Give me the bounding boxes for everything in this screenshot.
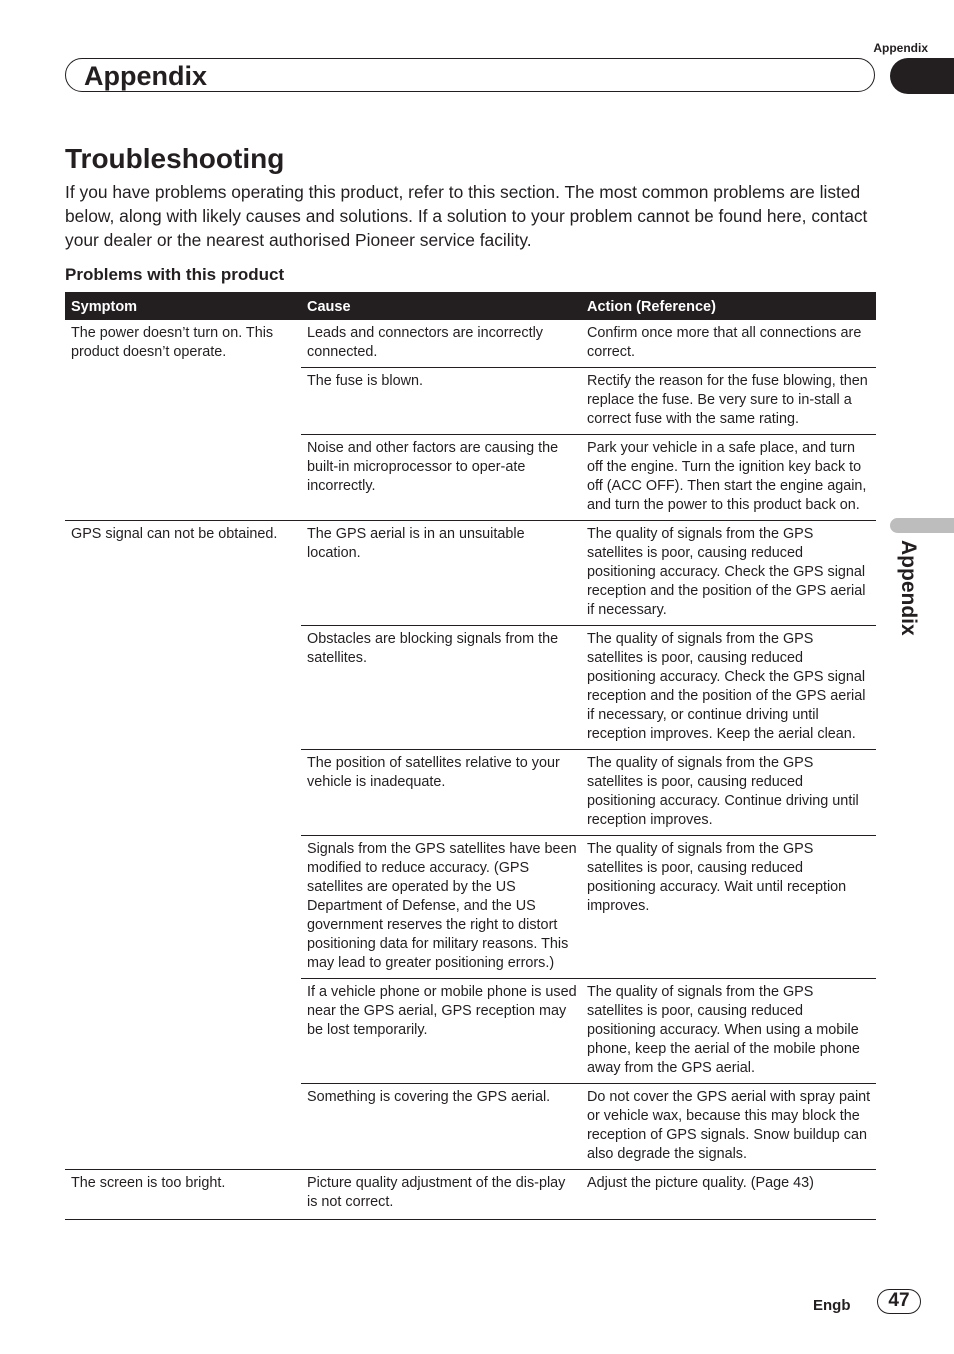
cause-cell: Obstacles are blocking signals from the satellites.	[301, 626, 581, 750]
header-action: Action (Reference)	[581, 292, 876, 320]
action-cell: The quality of signals from the GPS satellites is poor, causing reduced positioning accuracy. Wait until reception improves.	[581, 836, 876, 979]
cause-cell: Something is covering the GPS aerial.	[301, 1084, 581, 1170]
chapter-header	[65, 58, 875, 92]
cause-cell: Signals from the GPS satellites have been modified to reduce accuracy. (GPS satellites are operated by the US Department of Defense, and the US government reserves the right to distort positioning data for military reasons. This may lead to greater positioning errors.)	[301, 836, 581, 979]
cause-cell: The GPS aerial is in an unsuitable location.	[301, 521, 581, 626]
action-cell: Rectify the reason for the fuse blowing, then replace the fuse. Be very sure to in-stall a correct fuse with the same rating.	[581, 368, 876, 435]
chapter-title: Appendix	[84, 61, 208, 91]
symptom-cell: The screen is too bright.	[65, 1170, 301, 1220]
symptom-cell: The power doesn’t turn on. This product doesn’t operate.	[65, 320, 301, 521]
action-cell: Confirm once more that all connections are correct.	[581, 320, 876, 368]
page-number: 47	[877, 1289, 921, 1314]
action-cell: The quality of signals from the GPS satellites is poor, causing reduced positioning accuracy. When using a mobile phone, keep the aerial of the mobile phone away from the GPS aerial.	[581, 979, 876, 1084]
cause-cell: Leads and connectors are incorrectly connected.	[301, 320, 581, 368]
running-header-label: Appendix	[873, 41, 928, 55]
symptom-cell: GPS signal can not be obtained.	[65, 521, 301, 1170]
footer-language: Engb	[813, 1297, 851, 1314]
action-cell: The quality of signals from the GPS satellites is poor, causing reduced positioning accuracy. Check the GPS signal reception and the position of the GPS aerial if necessary, or continue driving until reception improves. Keep the aerial clean.	[581, 626, 876, 750]
chapter-tab-marker	[890, 58, 954, 94]
action-cell: The quality of signals from the GPS satellites is poor, causing reduced positioning accuracy. Check the GPS signal reception and the position of the GPS aerial if necessary.	[581, 521, 876, 626]
section-title: Troubleshooting	[65, 143, 285, 174]
troubleshooting-table	[65, 292, 876, 1220]
side-tab-label: Appendix	[897, 540, 920, 636]
cause-cell: Picture quality adjustment of the dis-play is not correct.	[301, 1170, 581, 1220]
action-cell: Park your vehicle in a safe place, and turn off the engine. Turn the ignition key back to off (ACC OFF). Then start the engine again, and turn the power to this product back on.	[581, 435, 876, 521]
side-tab-marker	[890, 518, 954, 533]
table-row	[65, 1170, 876, 1220]
action-cell: Adjust the picture quality. (Page 43)	[581, 1170, 876, 1220]
table-header-row	[65, 292, 876, 320]
action-cell: The quality of signals from the GPS satellites is poor, causing reduced positioning accuracy. Continue driving until reception improves.	[581, 750, 876, 836]
table-row	[65, 320, 876, 368]
intro-paragraph: If you have problems operating this product, refer to this section. The most common problems are listed below, along with likely causes and solutions. If a solution to your problem cannot be found here, contact your dealer or the nearest authorised Pioneer service facility.	[65, 182, 868, 250]
subheading: Problems with this product	[65, 265, 285, 284]
cause-cell: The position of satellites relative to your vehicle is inadequate.	[301, 750, 581, 836]
action-cell: Do not cover the GPS aerial with spray paint or vehicle wax, because this may block the reception of GPS signals. Snow buildup can also degrade the signals.	[581, 1084, 876, 1170]
cause-cell: If a vehicle phone or mobile phone is used near the GPS aerial, GPS reception may be lost temporarily.	[301, 979, 581, 1084]
cause-cell: The fuse is blown.	[301, 368, 581, 435]
header-symptom: Symptom	[65, 292, 301, 320]
table-row	[65, 521, 876, 626]
cause-cell: Noise and other factors are causing the built-in microprocessor to oper-ate incorrectly.	[301, 435, 581, 521]
header-cause: Cause	[301, 292, 581, 320]
